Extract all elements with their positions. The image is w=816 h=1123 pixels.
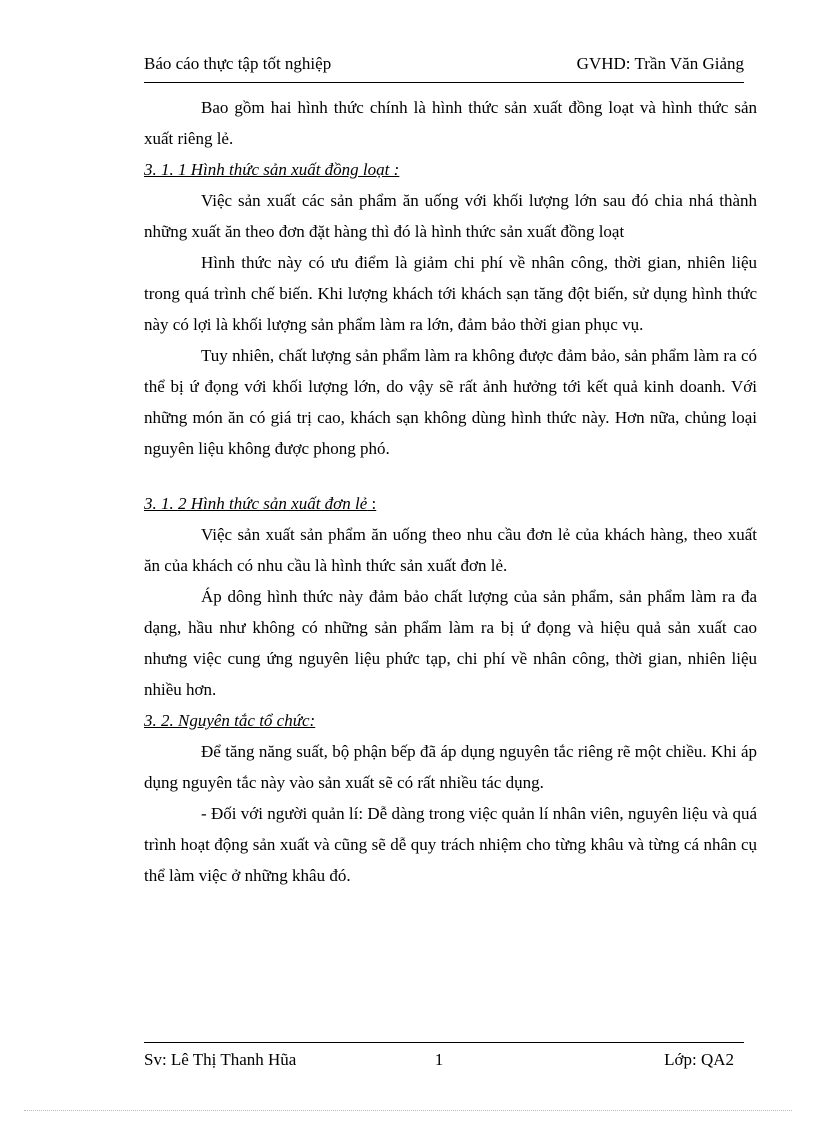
page-bottom-dotted-border (24, 1110, 792, 1111)
footer-rule (144, 1042, 744, 1043)
section-3-1-2-paragraph-1: Việc sản xuất sản phẩm ăn uống theo nhu cầu đơn lẻ của khách hàng, theo xuất ăn của khách có nhu cầu là hình thức sản xuất đơn lẻ. (144, 525, 757, 575)
paragraph-gap (144, 464, 757, 488)
document-body (144, 92, 757, 891)
section-3-1-2-heading (144, 488, 757, 519)
section-3-1-2-paragraph-2: Áp dông hình thức này đảm bảo chất lượng của sản phẩm, sản phẩm làm ra đa dạng, hầu như không có những sản phẩm làm ra bị ứ đọng và hiệu quả sản xuất cao nhưng việc cung ứng nguyên liệu phức tạp, chi phí về nhân công, thời gian, nhiên liệu nhiều hơn. (144, 587, 757, 699)
header-report-title: Báo cáo thực tập tốt nghiệp (144, 54, 332, 73)
header-supervisor: GVHD: Trần Văn Giảng (576, 54, 744, 73)
section-3-1-1-heading: 3. 1. 1 Hình thức sản xuất đồng loạt : (144, 160, 400, 179)
section-3-1-1-paragraph-1: Việc sản xuất các sản phẩm ăn uống với khối lượng lớn sau đó chia nhá thành những xuất ăn theo đơn đặt hàng thì đó là hình thức sản xuất đồng loạt (144, 191, 757, 241)
intro-paragraph: Bao gồm hai hình thức chính là hình thức sản xuất đồng loạt và hình thức sản xuất riêng lẻ. (144, 98, 757, 148)
footer-page-number: 1 (434, 1050, 444, 1069)
section-3-2-heading: 3. 2. Nguyên tắc tổ chức: (144, 711, 316, 730)
section-3-1-1-paragraph-2: Hình thức này có ưu điểm là giảm chi phí về nhân công, thời gian, nhiên liệu trong quá trình chế biến. Khi lượng khách tới khách sạn tăng đột biến, sử dụng hình thức này có lợi là khối lượng sản phẩm làm ra lớn, đảm bảo thời gian phục vụ. (144, 253, 757, 334)
footer-class: Lớp: QA2 (664, 1050, 734, 1069)
page-header (144, 54, 744, 83)
section-3-1-2-heading-text: 3. 1. 2 Hình thức sản xuất đơn lẻ (144, 494, 368, 513)
section-3-2-paragraph-1: Để tăng năng suất, bộ phận bếp đã áp dụng nguyên tắc riêng rẽ một chiều. Khi áp dụng nguyên tắc này vào sản xuất sẽ có rất nhiều tác dụng. (144, 742, 757, 792)
section-3-2-paragraph-2: - Đối với người quản lí: Dễ dàng trong việc quản lí nhân viên, nguyên liệu và quá trình hoạt động sản xuất và cũng sẽ dễ quy trách nhiệm cho từng khâu và từng cá nhân cụ thể làm việc ở những khâu đó. (144, 804, 757, 885)
section-3-1-2-heading-colon: : (367, 494, 377, 513)
footer-student-name: Sv: Lê Thị Thanh Hũa (144, 1050, 297, 1069)
section-3-1-1-paragraph-3: Tuy nhiên, chất lượng sản phẩm làm ra không được đảm bảo, sản phẩm làm ra có thể bị ứ đọng với khối lượng lớn, do vậy sẽ rất ảnh hưởng tới kết quả kinh doanh. Với những món ăn có giá trị cao, khách sạn không dùng hình thức này. Hơn nữa, chủng loại nguyên liệu không được phong phó. (144, 346, 757, 458)
